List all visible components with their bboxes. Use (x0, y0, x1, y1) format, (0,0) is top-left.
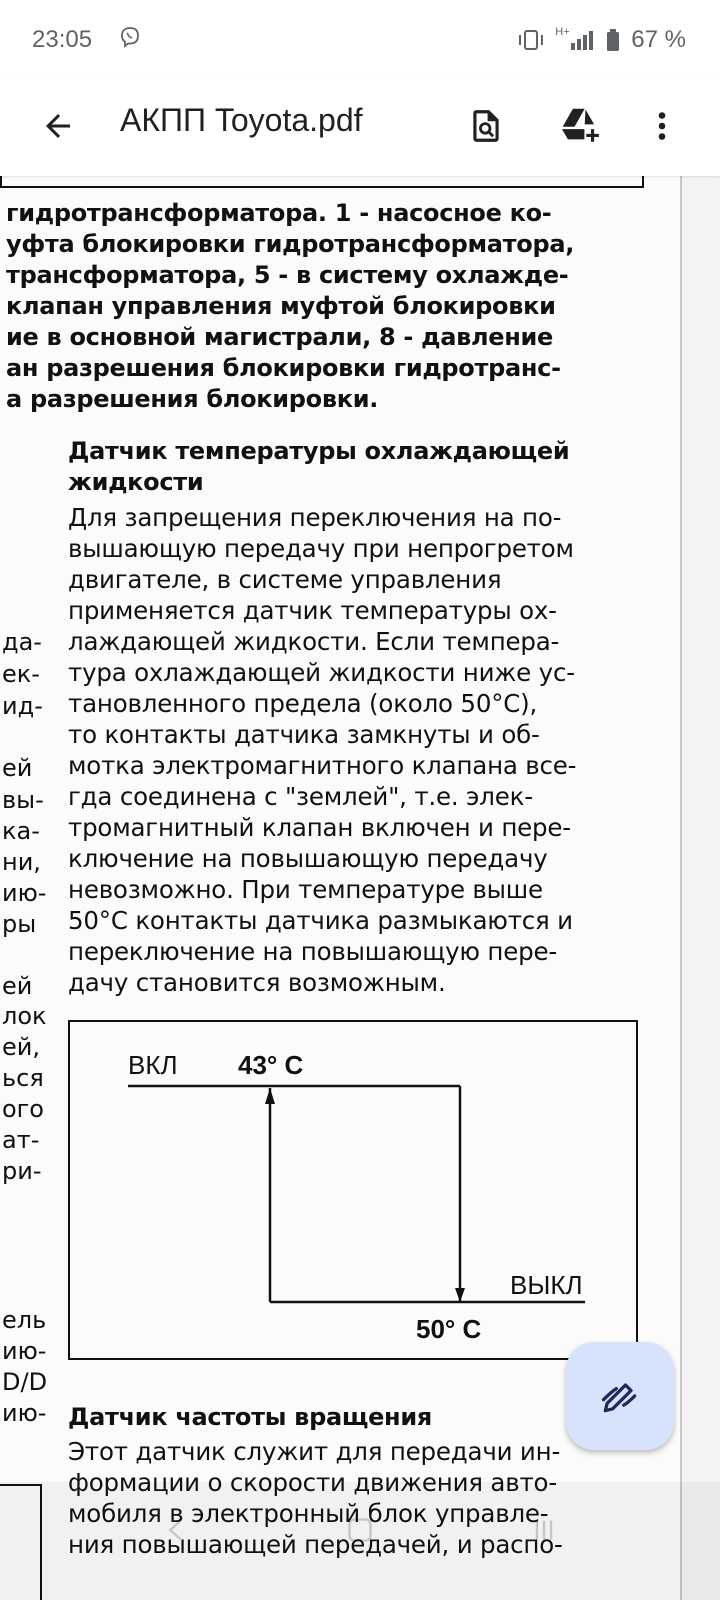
navigation-bar (0, 1482, 720, 1600)
caption-line: трансформатора, 5 - в систему охлажде- (6, 261, 569, 289)
caption-line: уфта блокировки гидротрансформатора, (6, 230, 575, 258)
body-line: тромагнитный клапан включен и пере- (68, 813, 571, 842)
body-line: применяется датчик температуры ох- (68, 596, 557, 625)
body-line: ключение на повышающую передачу (68, 844, 548, 873)
hysteresis-diagram (68, 1020, 638, 1360)
body-line: двигателе, в системе управления (68, 565, 502, 594)
fragment: ель (2, 1306, 47, 1334)
body-line: дачу становится возможным. (68, 968, 446, 997)
find-in-page-icon (467, 107, 505, 145)
fragment: ей, (2, 1033, 40, 1061)
draw-pen-icon (598, 1374, 642, 1418)
nav-recents-icon[interactable] (530, 1516, 558, 1544)
body-line: то контакты датчика замкнуты и об- (68, 720, 540, 749)
body-line: 50°С контакты датчика размыкаются и (68, 906, 573, 935)
section2-heading: Датчик частоты вращения (68, 1403, 432, 1431)
caption-line: гидротрансформатора. 1 - насосное ко- (6, 199, 552, 227)
body-line: мобиля в электронный блок управле- (68, 1499, 549, 1528)
vibrate-icon (517, 28, 545, 52)
caption-line: ие в основной магистрали, 8 - давление (6, 323, 554, 351)
figure-frame-bottom (0, 176, 644, 188)
fragment: да- (2, 628, 42, 656)
body-line: невозможно. При температуре выше (68, 875, 543, 904)
fragment: ей (2, 754, 33, 782)
fragment: ек- (2, 660, 40, 688)
battery-icon (605, 28, 621, 52)
body-line: переключение на повышающую пере- (68, 937, 557, 966)
back-button[interactable] (30, 98, 86, 154)
status-bar (0, 0, 720, 80)
fragment: ию- (2, 1399, 47, 1427)
battery-percent: 67 % (631, 26, 686, 53)
body-line: гда соединена с "землей", т.е. элек- (68, 782, 533, 811)
on-label: ВКЛ (128, 1050, 178, 1080)
temp-on-label: 43° С (238, 1050, 304, 1080)
fragment: лок (2, 1002, 47, 1030)
figure-caption (6, 198, 646, 415)
fragment: ни, (2, 848, 41, 876)
fragment: ри- (2, 1157, 42, 1185)
status-time: 23:05 (32, 26, 93, 53)
edit-fab-button[interactable] (566, 1342, 674, 1450)
more-options-button[interactable] (634, 98, 690, 154)
body-line: тановленного предела (около 50°С), (68, 689, 538, 718)
document-title: АКПП Toyota.pdf (120, 102, 363, 138)
fragment: ры (2, 910, 37, 938)
body-line: формации о скорости движения авто- (68, 1468, 557, 1497)
off-label: ВЫКЛ (510, 1270, 583, 1300)
body-line: мотка электромагнитного клапана все- (68, 751, 577, 780)
body-line: ния повышающей передачей, и распо- (68, 1530, 563, 1559)
section-body (68, 502, 644, 998)
add-to-drive-button[interactable] (552, 98, 608, 154)
caption-line: а разрешения блокировки. (6, 385, 379, 413)
more-vert-icon (644, 108, 680, 144)
caption-line: ан разрешения блокировки гидротранс- (6, 354, 561, 382)
fragment: ка- (2, 817, 40, 845)
app-bar (0, 80, 720, 176)
fragment: ат- (2, 1126, 40, 1154)
page-edge (680, 176, 720, 1600)
viber-icon (118, 26, 144, 52)
section-heading (68, 436, 648, 498)
fragment: вы- (2, 786, 44, 814)
heading-line: Датчик температуры охлаждающей (68, 437, 570, 465)
find-in-page-button[interactable] (458, 98, 514, 154)
heading-line: жидкости (68, 468, 204, 496)
body-line: Для запрещения переключения на по- (68, 503, 562, 532)
fragment: D/D (2, 1368, 48, 1396)
fragment: ься (2, 1064, 44, 1092)
body-line: вышающую передачу при непрогретом (68, 534, 574, 563)
fragment: ию- (2, 1337, 47, 1365)
body-line: Этот датчик служит для передачи ин- (68, 1437, 561, 1466)
body-line: тура охлаждающей жидкости ниже ус- (68, 658, 575, 687)
nav-back-icon[interactable] (162, 1516, 190, 1544)
network-type-label: H+ (555, 26, 570, 38)
caption-line: клапан управления муфтой блокировки (6, 292, 556, 320)
fragment: ию- (2, 879, 47, 907)
body-line: лаждающей жидкости. Если темпера- (68, 627, 560, 656)
signal-icon (555, 28, 595, 52)
fragment: ого (2, 1095, 44, 1123)
arrow-back-icon (40, 108, 76, 144)
nav-home-icon[interactable] (346, 1516, 374, 1544)
fragment: ид- (2, 692, 43, 720)
add-to-drive-icon (558, 104, 602, 148)
fragment: ей (2, 972, 33, 1000)
temp-off-label: 50° С (416, 1314, 482, 1344)
